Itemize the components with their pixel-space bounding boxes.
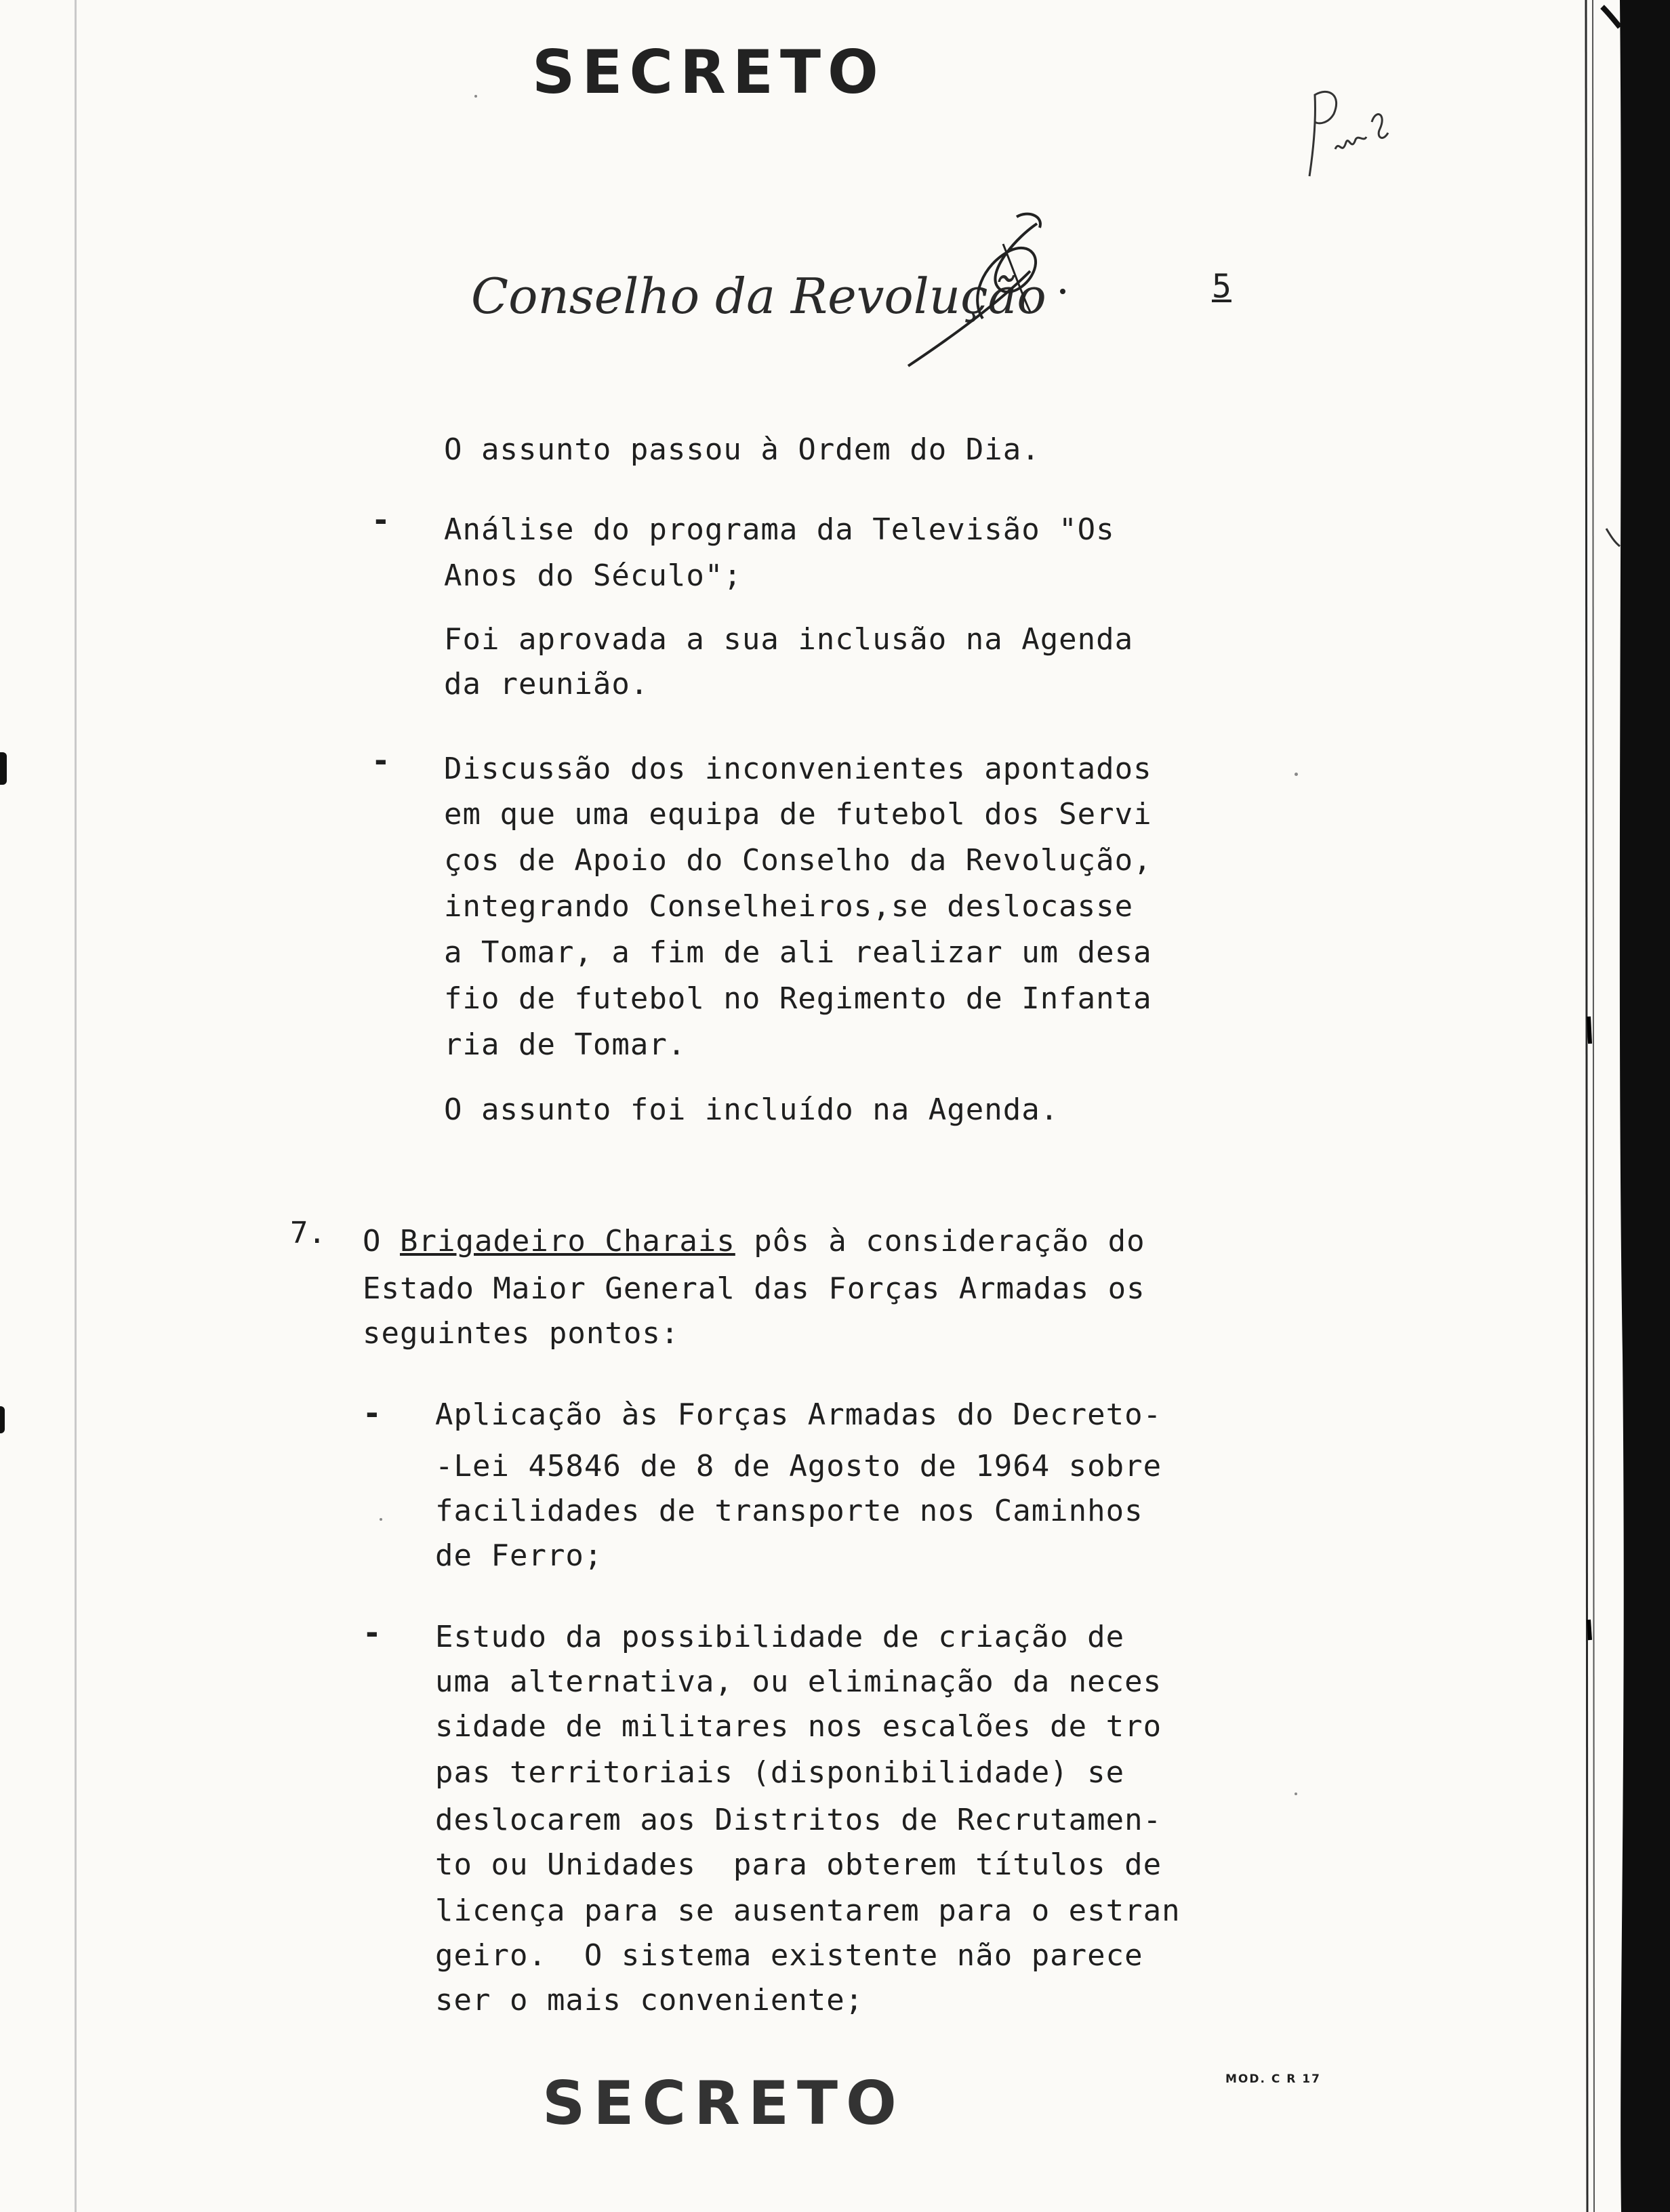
signature: [895, 203, 1084, 380]
council-letterhead: Conselho da Revolução: [471, 268, 1046, 325]
name-underlined: Brigadeiro Charais: [399, 1224, 735, 1258]
classification-stamp-top: SECRETO: [532, 37, 885, 107]
classification-stamp-bottom: SECRETO: [542, 2068, 905, 2138]
body-line: de Ferro;: [435, 1538, 603, 1573]
body-line: [363, 1224, 1145, 1258]
body-line: fio de futebol no Regimento de Infanta: [444, 981, 1152, 1016]
handwritten-annotation: [1301, 75, 1403, 190]
body-line: to ou Unidades para obterem títulos de: [435, 1847, 1162, 1882]
body-line: Análise do programa da Televisão "Os: [444, 512, 1115, 547]
paragraph-number: 7.: [290, 1216, 326, 1250]
body-line: da reunião.: [444, 667, 649, 701]
scan-speck: [1295, 773, 1298, 776]
body-line: O assunto passou à Ordem do Dia.: [444, 432, 1040, 467]
body-line: Aplicação às Forças Armadas do Decreto-: [435, 1397, 1162, 1432]
body-line: a Tomar, a fim de ali realizar um desa: [444, 935, 1152, 970]
body-line: licença para se ausentarem para o estran: [435, 1893, 1181, 1928]
list-dash: -: [363, 1395, 382, 1431]
body-line: Anos do Século";: [444, 558, 742, 593]
body-line: Foi aprovada a sua inclusão na Agenda: [444, 622, 1134, 657]
punch-hole-mark: [0, 1406, 5, 1433]
body-line: Estado Maior General das Forças Armadas os: [363, 1271, 1145, 1306]
list-dash: -: [363, 1614, 382, 1651]
scan-speck: [474, 95, 477, 98]
page-number: 5: [1212, 268, 1231, 306]
body-line: ços de Apoio do Conselho da Revolução,: [444, 843, 1152, 878]
body-line: sidade de militares nos escalões de tro: [435, 1709, 1162, 1744]
body-line: facilidades de transporte nos Caminhos: [435, 1494, 1143, 1528]
body-line: pas territoriais (disponibilidade) se: [435, 1755, 1125, 1790]
body-line: em que uma equipa de futebol dos Servi: [444, 797, 1152, 832]
scan-speck: [1295, 1793, 1297, 1795]
scan-margin-line: [75, 0, 77, 2212]
scan-speck: [380, 1518, 382, 1521]
body-line: geiro. O sistema existente não parece: [435, 1938, 1143, 1973]
body-line: O assunto foi incluído na Agenda.: [444, 1092, 1059, 1127]
body-text: pôs à consideração do: [735, 1224, 1145, 1258]
punch-hole-mark: [0, 752, 7, 785]
body-text: O: [363, 1224, 400, 1258]
body-line: uma alternativa, ou eliminação da neces: [435, 1664, 1162, 1699]
list-dash: -: [371, 501, 390, 538]
binding-edge: [1579, 0, 1670, 2212]
body-line: Discussão dos inconvenientes apontados: [444, 752, 1152, 786]
list-dash: -: [371, 742, 390, 779]
body-line: ser o mais conveniente;: [435, 1983, 864, 2018]
body-line: ria de Tomar.: [444, 1027, 687, 1062]
body-line: deslocarem aos Distritos de Recrutamen-: [435, 1803, 1162, 1837]
body-line: seguintes pontos:: [363, 1316, 680, 1351]
body-line: -Lei 45846 de 8 de Agosto de 1964 sobre: [435, 1449, 1162, 1483]
form-code: MOD. C R 17: [1225, 2072, 1321, 2086]
body-line: Estudo da possibilidade de criação de: [435, 1620, 1125, 1654]
body-line: integrando Conselheiros,se deslocasse: [444, 889, 1134, 924]
